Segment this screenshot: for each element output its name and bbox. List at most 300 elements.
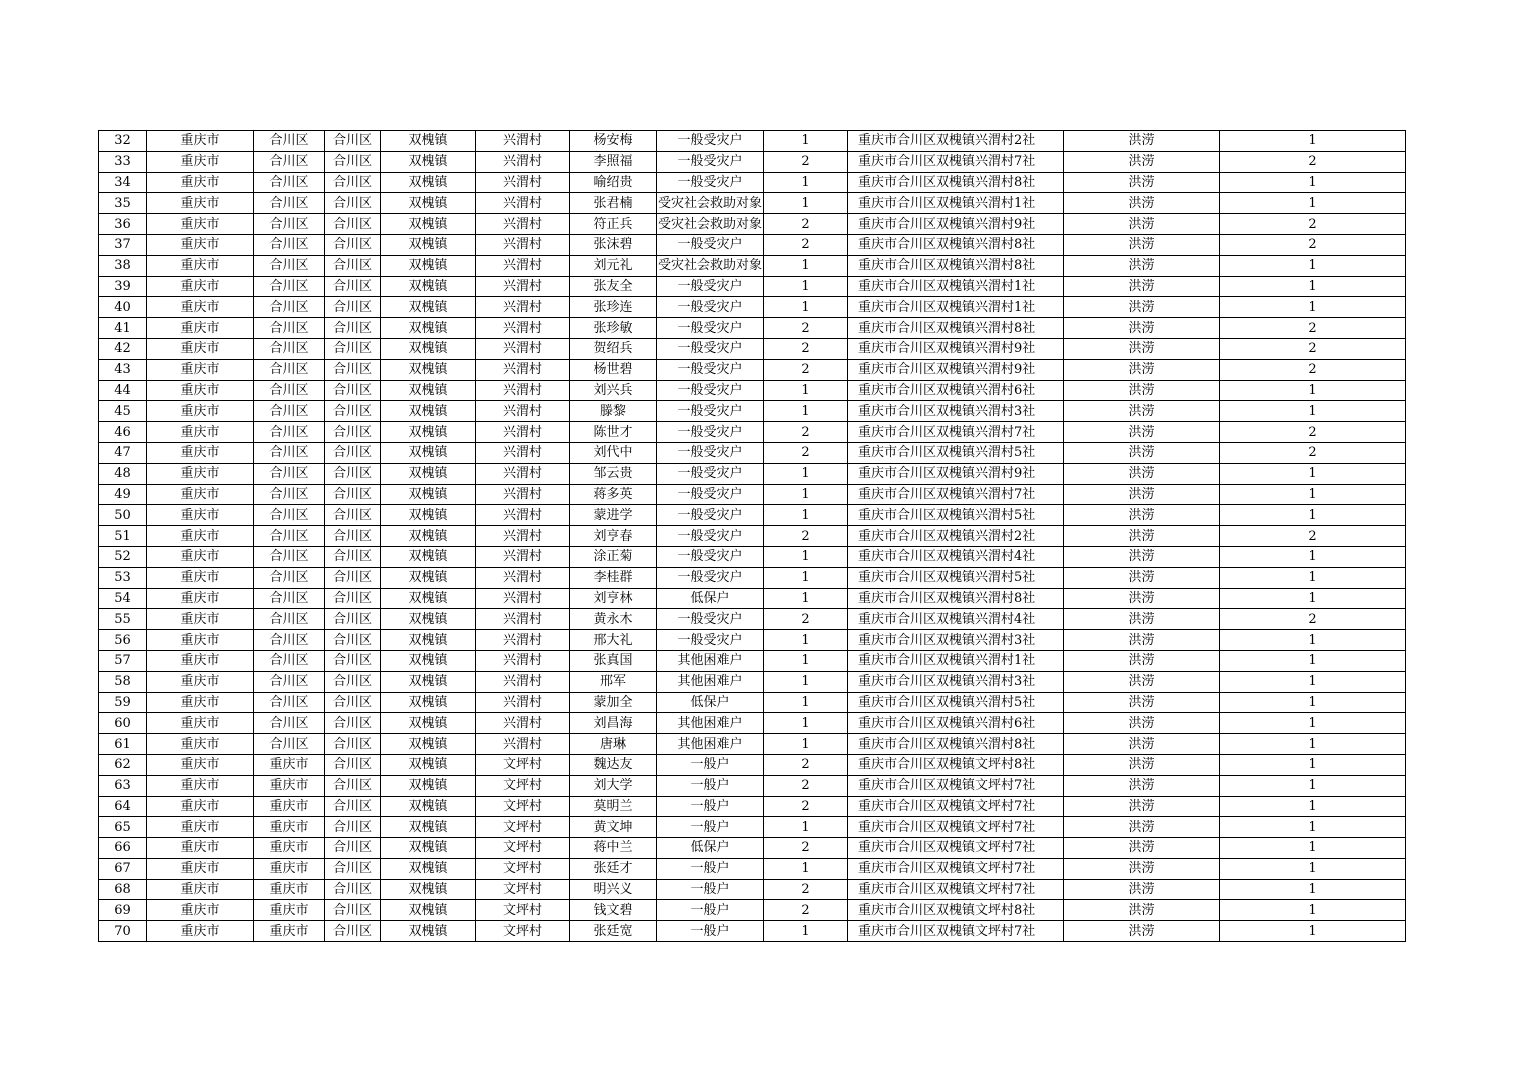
- table-row: [99, 713, 1406, 734]
- city-cell: 重庆市: [147, 526, 254, 547]
- address-cell: 重庆市合川区双槐镇文坪村7社: [848, 775, 1064, 796]
- quantity-cell: 1: [1220, 775, 1406, 796]
- address-cell: 重庆市合川区双槐镇兴渭村1社: [848, 297, 1064, 318]
- name-cell: 贺绍兵: [570, 338, 657, 359]
- district-cell: 合川区: [254, 734, 325, 755]
- county-cell: 合川区: [325, 609, 381, 630]
- village-cell: 兴渭村: [476, 505, 570, 526]
- disaster-type-cell: 洪涝: [1064, 900, 1220, 921]
- city-cell: 重庆市: [147, 234, 254, 255]
- disaster-type-cell: 洪涝: [1064, 567, 1220, 588]
- city-cell: 重庆市: [147, 484, 254, 505]
- disaster-type-cell: 洪涝: [1064, 775, 1220, 796]
- household-type-cell: 一般受灾户: [657, 234, 764, 255]
- disaster-type-cell: 洪涝: [1064, 734, 1220, 755]
- household-type-cell: 一般受灾户: [657, 442, 764, 463]
- row-number-cell: 44: [99, 380, 147, 401]
- table-row: [99, 650, 1406, 671]
- disaster-type-cell: 洪涝: [1064, 442, 1220, 463]
- disaster-type-cell: 洪涝: [1064, 796, 1220, 817]
- people-count-cell: 2: [764, 214, 848, 235]
- village-cell: 兴渭村: [476, 484, 570, 505]
- row-number-cell: 34: [99, 172, 147, 193]
- address-cell: 重庆市合川区双槐镇兴渭村3社: [848, 671, 1064, 692]
- household-type-cell: 一般受灾户: [657, 318, 764, 339]
- household-type-cell: 一般受灾户: [657, 546, 764, 567]
- quantity-cell: 2: [1220, 422, 1406, 443]
- row-number-cell: 35: [99, 193, 147, 214]
- village-cell: 兴渭村: [476, 713, 570, 734]
- household-type-cell: 一般户: [657, 921, 764, 942]
- address-cell: 重庆市合川区双槐镇文坪村7社: [848, 796, 1064, 817]
- district-cell: 重庆市: [254, 858, 325, 879]
- district-cell: 重庆市: [254, 754, 325, 775]
- name-cell: 蒙进学: [570, 505, 657, 526]
- disaster-type-cell: 洪涝: [1064, 422, 1220, 443]
- people-count-cell: 1: [764, 546, 848, 567]
- city-cell: 重庆市: [147, 442, 254, 463]
- village-cell: 兴渭村: [476, 297, 570, 318]
- name-cell: 明兴义: [570, 879, 657, 900]
- row-number-cell: 57: [99, 650, 147, 671]
- table-row: [99, 879, 1406, 900]
- town-cell: 双槐镇: [381, 775, 476, 796]
- district-cell: 合川区: [254, 526, 325, 547]
- disaster-type-cell: 洪涝: [1064, 193, 1220, 214]
- district-cell: 合川区: [254, 255, 325, 276]
- table-row: [99, 692, 1406, 713]
- town-cell: 双槐镇: [381, 442, 476, 463]
- name-cell: 刘昌海: [570, 713, 657, 734]
- village-cell: 文坪村: [476, 838, 570, 859]
- disaster-relief-table: [98, 130, 1406, 942]
- county-cell: 合川区: [325, 234, 381, 255]
- address-cell: 重庆市合川区双槐镇兴渭村1社: [848, 650, 1064, 671]
- people-count-cell: 1: [764, 276, 848, 297]
- address-cell: 重庆市合川区双槐镇兴渭村8社: [848, 255, 1064, 276]
- district-cell: 重庆市: [254, 879, 325, 900]
- village-cell: 兴渭村: [476, 380, 570, 401]
- quantity-cell: 1: [1220, 380, 1406, 401]
- table-row: [99, 463, 1406, 484]
- city-cell: 重庆市: [147, 671, 254, 692]
- row-number-cell: 43: [99, 359, 147, 380]
- people-count-cell: 2: [764, 422, 848, 443]
- village-cell: 文坪村: [476, 754, 570, 775]
- village-cell: 兴渭村: [476, 318, 570, 339]
- row-number-cell: 48: [99, 463, 147, 484]
- city-cell: 重庆市: [147, 546, 254, 567]
- people-count-cell: 1: [764, 172, 848, 193]
- city-cell: 重庆市: [147, 318, 254, 339]
- name-cell: 张君楠: [570, 193, 657, 214]
- table-row: [99, 297, 1406, 318]
- row-number-cell: 46: [99, 422, 147, 443]
- district-cell: 合川区: [254, 193, 325, 214]
- district-cell: 合川区: [254, 276, 325, 297]
- row-number-cell: 63: [99, 775, 147, 796]
- district-cell: 合川区: [254, 588, 325, 609]
- town-cell: 双槐镇: [381, 297, 476, 318]
- table-row: [99, 526, 1406, 547]
- district-cell: 合川区: [254, 234, 325, 255]
- town-cell: 双槐镇: [381, 214, 476, 235]
- county-cell: 合川区: [325, 817, 381, 838]
- town-cell: 双槐镇: [381, 193, 476, 214]
- row-number-cell: 33: [99, 151, 147, 172]
- table-row: [99, 754, 1406, 775]
- row-number-cell: 32: [99, 131, 147, 152]
- table-row: [99, 505, 1406, 526]
- table-row: [99, 588, 1406, 609]
- county-cell: 合川区: [325, 380, 381, 401]
- county-cell: 合川区: [325, 921, 381, 942]
- quantity-cell: 1: [1220, 650, 1406, 671]
- town-cell: 双槐镇: [381, 151, 476, 172]
- row-number-cell: 60: [99, 713, 147, 734]
- village-cell: 兴渭村: [476, 359, 570, 380]
- household-type-cell: 一般户: [657, 775, 764, 796]
- county-cell: 合川区: [325, 318, 381, 339]
- district-cell: 合川区: [254, 546, 325, 567]
- table-row: [99, 858, 1406, 879]
- address-cell: 重庆市合川区双槐镇兴渭村8社: [848, 234, 1064, 255]
- address-cell: 重庆市合川区双槐镇兴渭村8社: [848, 318, 1064, 339]
- city-cell: 重庆市: [147, 630, 254, 651]
- household-type-cell: 一般户: [657, 900, 764, 921]
- county-cell: 合川区: [325, 401, 381, 422]
- address-cell: 重庆市合川区双槐镇兴渭村9社: [848, 463, 1064, 484]
- household-type-cell: 一般户: [657, 796, 764, 817]
- name-cell: 张友全: [570, 276, 657, 297]
- town-cell: 双槐镇: [381, 630, 476, 651]
- village-cell: 兴渭村: [476, 234, 570, 255]
- row-number-cell: 56: [99, 630, 147, 651]
- town-cell: 双槐镇: [381, 422, 476, 443]
- row-number-cell: 55: [99, 609, 147, 630]
- county-cell: 合川区: [325, 858, 381, 879]
- city-cell: 重庆市: [147, 422, 254, 443]
- household-type-cell: 一般户: [657, 754, 764, 775]
- disaster-type-cell: 洪涝: [1064, 505, 1220, 526]
- address-cell: 重庆市合川区双槐镇兴渭村9社: [848, 338, 1064, 359]
- table-row: [99, 838, 1406, 859]
- row-number-cell: 50: [99, 505, 147, 526]
- disaster-type-cell: 洪涝: [1064, 234, 1220, 255]
- disaster-type-cell: 洪涝: [1064, 318, 1220, 339]
- row-number-cell: 59: [99, 692, 147, 713]
- village-cell: 兴渭村: [476, 131, 570, 152]
- village-cell: 兴渭村: [476, 650, 570, 671]
- town-cell: 双槐镇: [381, 650, 476, 671]
- district-cell: 合川区: [254, 463, 325, 484]
- household-type-cell: 低保户: [657, 692, 764, 713]
- city-cell: 重庆市: [147, 193, 254, 214]
- town-cell: 双槐镇: [381, 567, 476, 588]
- quantity-cell: 2: [1220, 318, 1406, 339]
- city-cell: 重庆市: [147, 817, 254, 838]
- city-cell: 重庆市: [147, 359, 254, 380]
- address-cell: 重庆市合川区双槐镇兴渭村1社: [848, 276, 1064, 297]
- quantity-cell: 1: [1220, 838, 1406, 859]
- address-cell: 重庆市合川区双槐镇兴渭村8社: [848, 588, 1064, 609]
- county-cell: 合川区: [325, 775, 381, 796]
- town-cell: 双槐镇: [381, 879, 476, 900]
- quantity-cell: 1: [1220, 463, 1406, 484]
- quantity-cell: 1: [1220, 131, 1406, 152]
- household-type-cell: 一般受灾户: [657, 422, 764, 443]
- household-type-cell: 一般受灾户: [657, 276, 764, 297]
- town-cell: 双槐镇: [381, 318, 476, 339]
- household-type-cell: 低保户: [657, 838, 764, 859]
- name-cell: 刘代中: [570, 442, 657, 463]
- county-cell: 合川区: [325, 567, 381, 588]
- city-cell: 重庆市: [147, 172, 254, 193]
- address-cell: 重庆市合川区双槐镇文坪村7社: [848, 921, 1064, 942]
- village-cell: 兴渭村: [476, 734, 570, 755]
- household-type-cell: 其他困难户: [657, 713, 764, 734]
- town-cell: 双槐镇: [381, 546, 476, 567]
- quantity-cell: 1: [1220, 879, 1406, 900]
- town-cell: 双槐镇: [381, 588, 476, 609]
- name-cell: 张珍连: [570, 297, 657, 318]
- household-type-cell: 一般受灾户: [657, 131, 764, 152]
- name-cell: 张廷才: [570, 858, 657, 879]
- name-cell: 邢军: [570, 671, 657, 692]
- town-cell: 双槐镇: [381, 505, 476, 526]
- village-cell: 文坪村: [476, 879, 570, 900]
- village-cell: 兴渭村: [476, 546, 570, 567]
- row-number-cell: 49: [99, 484, 147, 505]
- quantity-cell: 1: [1220, 484, 1406, 505]
- address-cell: 重庆市合川区双槐镇兴渭村2社: [848, 131, 1064, 152]
- people-count-cell: 2: [764, 838, 848, 859]
- name-cell: 张珍敏: [570, 318, 657, 339]
- people-count-cell: 1: [764, 567, 848, 588]
- people-count-cell: 1: [764, 921, 848, 942]
- address-cell: 重庆市合川区双槐镇兴渭村5社: [848, 692, 1064, 713]
- table-row: [99, 276, 1406, 297]
- table-row: [99, 422, 1406, 443]
- row-number-cell: 68: [99, 879, 147, 900]
- district-cell: 合川区: [254, 692, 325, 713]
- household-type-cell: 一般受灾户: [657, 567, 764, 588]
- name-cell: 蒋中兰: [570, 838, 657, 859]
- people-count-cell: 1: [764, 713, 848, 734]
- address-cell: 重庆市合川区双槐镇文坪村7社: [848, 838, 1064, 859]
- address-cell: 重庆市合川区双槐镇文坪村8社: [848, 754, 1064, 775]
- table-row: [99, 193, 1406, 214]
- village-cell: 文坪村: [476, 775, 570, 796]
- name-cell: 蒋多英: [570, 484, 657, 505]
- disaster-type-cell: 洪涝: [1064, 692, 1220, 713]
- village-cell: 兴渭村: [476, 671, 570, 692]
- address-cell: 重庆市合川区双槐镇兴渭村7社: [848, 484, 1064, 505]
- household-type-cell: 其他困难户: [657, 650, 764, 671]
- quantity-cell: 1: [1220, 401, 1406, 422]
- county-cell: 合川区: [325, 151, 381, 172]
- county-cell: 合川区: [325, 276, 381, 297]
- county-cell: 合川区: [325, 422, 381, 443]
- city-cell: 重庆市: [147, 131, 254, 152]
- district-cell: 合川区: [254, 713, 325, 734]
- name-cell: 符正兵: [570, 214, 657, 235]
- quantity-cell: 2: [1220, 359, 1406, 380]
- disaster-type-cell: 洪涝: [1064, 338, 1220, 359]
- quantity-cell: 1: [1220, 754, 1406, 775]
- county-cell: 合川区: [325, 900, 381, 921]
- city-cell: 重庆市: [147, 214, 254, 235]
- people-count-cell: 1: [764, 255, 848, 276]
- city-cell: 重庆市: [147, 796, 254, 817]
- row-number-cell: 52: [99, 546, 147, 567]
- row-number-cell: 40: [99, 297, 147, 318]
- address-cell: 重庆市合川区双槐镇兴渭村8社: [848, 172, 1064, 193]
- district-cell: 合川区: [254, 442, 325, 463]
- village-cell: 兴渭村: [476, 193, 570, 214]
- people-count-cell: 1: [764, 630, 848, 651]
- name-cell: 刘大学: [570, 775, 657, 796]
- people-count-cell: 1: [764, 692, 848, 713]
- county-cell: 合川区: [325, 754, 381, 775]
- row-number-cell: 54: [99, 588, 147, 609]
- district-cell: 合川区: [254, 505, 325, 526]
- quantity-cell: 1: [1220, 505, 1406, 526]
- disaster-type-cell: 洪涝: [1064, 401, 1220, 422]
- table-row: [99, 484, 1406, 505]
- household-type-cell: 一般受灾户: [657, 463, 764, 484]
- address-cell: 重庆市合川区双槐镇兴渭村1社: [848, 193, 1064, 214]
- household-type-cell: 其他困难户: [657, 734, 764, 755]
- household-type-cell: 其他困难户: [657, 671, 764, 692]
- county-cell: 合川区: [325, 588, 381, 609]
- city-cell: 重庆市: [147, 754, 254, 775]
- row-number-cell: 62: [99, 754, 147, 775]
- quantity-cell: 1: [1220, 193, 1406, 214]
- name-cell: 邢大礼: [570, 630, 657, 651]
- household-type-cell: 一般户: [657, 858, 764, 879]
- village-cell: 兴渭村: [476, 422, 570, 443]
- town-cell: 双槐镇: [381, 838, 476, 859]
- people-count-cell: 1: [764, 484, 848, 505]
- table-row: [99, 900, 1406, 921]
- address-cell: 重庆市合川区双槐镇文坪村7社: [848, 817, 1064, 838]
- district-cell: 合川区: [254, 671, 325, 692]
- table-body: [99, 131, 1406, 942]
- quantity-cell: 2: [1220, 338, 1406, 359]
- disaster-type-cell: 洪涝: [1064, 650, 1220, 671]
- row-number-cell: 53: [99, 567, 147, 588]
- disaster-type-cell: 洪涝: [1064, 838, 1220, 859]
- household-type-cell: 一般户: [657, 817, 764, 838]
- table-row: [99, 775, 1406, 796]
- people-count-cell: 1: [764, 588, 848, 609]
- table-row: [99, 234, 1406, 255]
- village-cell: 兴渭村: [476, 255, 570, 276]
- people-count-cell: 2: [764, 796, 848, 817]
- name-cell: 钱文碧: [570, 900, 657, 921]
- county-cell: 合川区: [325, 546, 381, 567]
- town-cell: 双槐镇: [381, 692, 476, 713]
- address-cell: 重庆市合川区双槐镇文坪村7社: [848, 858, 1064, 879]
- village-cell: 兴渭村: [476, 588, 570, 609]
- village-cell: 文坪村: [476, 921, 570, 942]
- table-row: [99, 401, 1406, 422]
- household-type-cell: 一般受灾户: [657, 630, 764, 651]
- district-cell: 合川区: [254, 609, 325, 630]
- district-cell: 重庆市: [254, 817, 325, 838]
- household-type-cell: 一般受灾户: [657, 505, 764, 526]
- district-cell: 合川区: [254, 359, 325, 380]
- name-cell: 陈世才: [570, 422, 657, 443]
- household-type-cell: 一般受灾户: [657, 401, 764, 422]
- quantity-cell: 1: [1220, 630, 1406, 651]
- table-row: [99, 817, 1406, 838]
- village-cell: 文坪村: [476, 900, 570, 921]
- disaster-type-cell: 洪涝: [1064, 609, 1220, 630]
- disaster-type-cell: 洪涝: [1064, 879, 1220, 900]
- name-cell: 涂正菊: [570, 546, 657, 567]
- city-cell: 重庆市: [147, 276, 254, 297]
- county-cell: 合川区: [325, 172, 381, 193]
- people-count-cell: 1: [764, 734, 848, 755]
- city-cell: 重庆市: [147, 775, 254, 796]
- town-cell: 双槐镇: [381, 172, 476, 193]
- town-cell: 双槐镇: [381, 713, 476, 734]
- village-cell: 兴渭村: [476, 442, 570, 463]
- village-cell: 兴渭村: [476, 463, 570, 484]
- table-row: [99, 921, 1406, 942]
- town-cell: 双槐镇: [381, 817, 476, 838]
- town-cell: 双槐镇: [381, 234, 476, 255]
- people-count-cell: 2: [764, 234, 848, 255]
- county-cell: 合川区: [325, 734, 381, 755]
- city-cell: 重庆市: [147, 297, 254, 318]
- name-cell: 杨安梅: [570, 131, 657, 152]
- household-type-cell: 一般受灾户: [657, 380, 764, 401]
- quantity-cell: 1: [1220, 588, 1406, 609]
- county-cell: 合川区: [325, 338, 381, 359]
- district-cell: 重庆市: [254, 796, 325, 817]
- district-cell: 合川区: [254, 338, 325, 359]
- district-cell: 合川区: [254, 151, 325, 172]
- county-cell: 合川区: [325, 297, 381, 318]
- city-cell: 重庆市: [147, 567, 254, 588]
- table-row: [99, 151, 1406, 172]
- district-cell: 合川区: [254, 650, 325, 671]
- village-cell: 兴渭村: [476, 151, 570, 172]
- table-row: [99, 172, 1406, 193]
- table-row: [99, 609, 1406, 630]
- people-count-cell: 2: [764, 318, 848, 339]
- people-count-cell: 1: [764, 858, 848, 879]
- district-cell: 合川区: [254, 214, 325, 235]
- city-cell: 重庆市: [147, 879, 254, 900]
- table-row: [99, 567, 1406, 588]
- address-cell: 重庆市合川区双槐镇兴渭村2社: [848, 526, 1064, 547]
- district-cell: 合川区: [254, 422, 325, 443]
- disaster-type-cell: 洪涝: [1064, 214, 1220, 235]
- name-cell: 张廷宽: [570, 921, 657, 942]
- city-cell: 重庆市: [147, 380, 254, 401]
- county-cell: 合川区: [325, 879, 381, 900]
- town-cell: 双槐镇: [381, 380, 476, 401]
- row-number-cell: 70: [99, 921, 147, 942]
- town-cell: 双槐镇: [381, 796, 476, 817]
- district-cell: 合川区: [254, 567, 325, 588]
- town-cell: 双槐镇: [381, 276, 476, 297]
- row-number-cell: 38: [99, 255, 147, 276]
